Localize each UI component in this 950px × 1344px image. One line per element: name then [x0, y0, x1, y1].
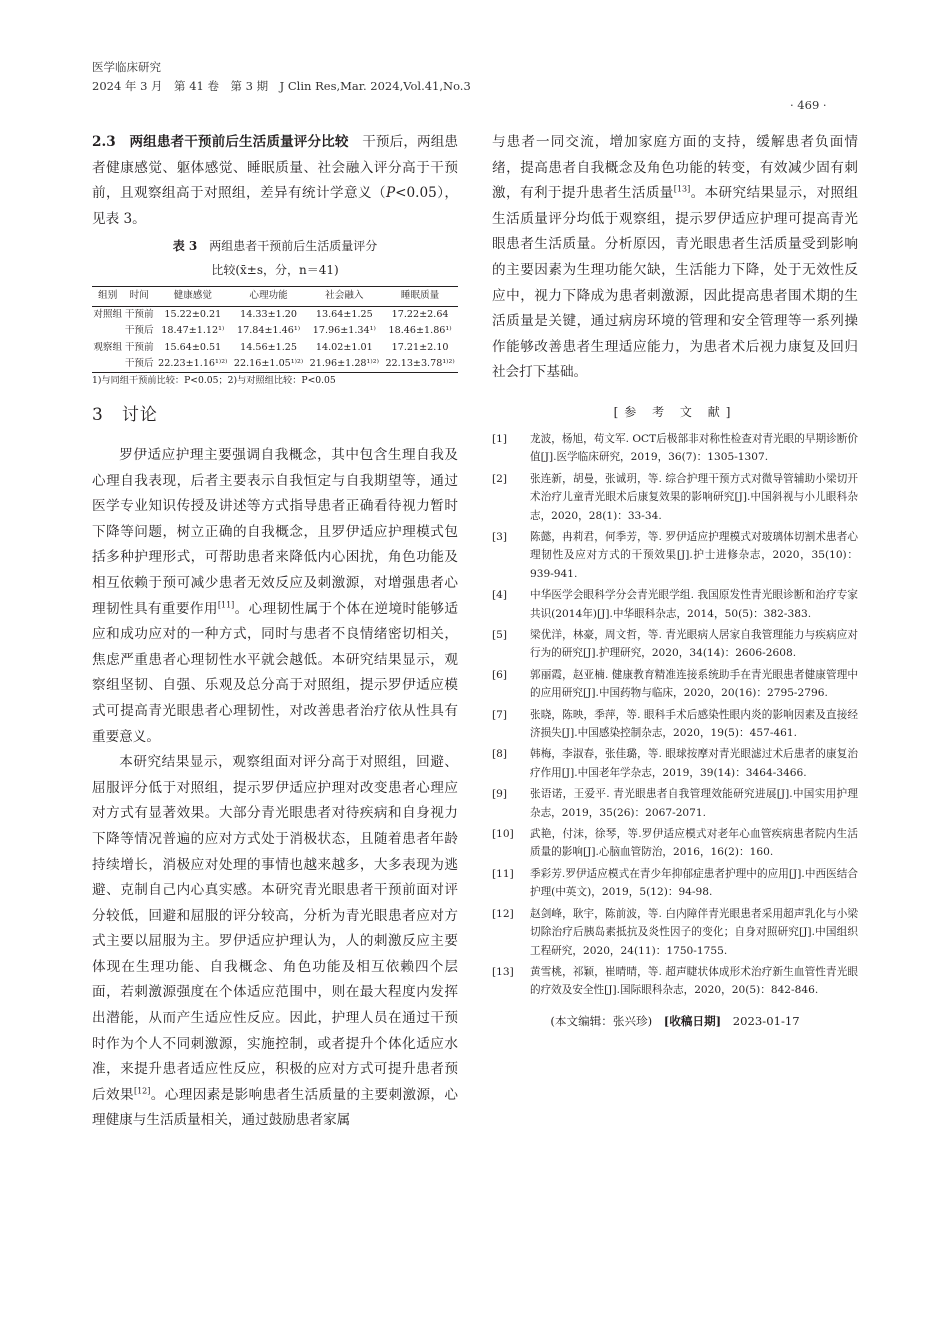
table-row: 对照组 干预前 15.22±0.21 14.33±1.20 13.64±1.25 17.22±2.64 — [93, 308, 449, 320]
table-caption: 表 3 两组患者干预前后生活质量评分 比较(x̄±s，分，n＝41) — [172, 239, 378, 278]
reference-text: 黄雪桃，祁颖，崔晴晴，等. 超声睫状体成形术治疗新生血管性青光眼的疗效及安全性[J].国际眼科杂志，2020，20(5)：842-846. — [530, 965, 858, 997]
section-2-3: 2.3 两组患者干预前后生活质量评分比较 干预后，两组患者健康感觉、躯体感觉、睡眠质量、社会融入评分高于干预前，且观察组高于对照组，差异有统计学意义（P<0.05），见表 3。 — [92, 134, 458, 227]
reference-number: [9] — [492, 788, 508, 801]
reference-number: [12] — [492, 907, 514, 920]
paragraph: 本研究结果显示，观察组面对评分高于对照组，回避、屈服评分低于对照组，提示罗伊适应护理对改变患者心理应对方式有显著效果。大部分青光眼患者对待疾病和自身视力下降等情况普遍的应对方式处于消极状态，且随着患者年龄持续增长，消极应对处理的事情也越来越多，大多表现为逃避、克制自己内心真实感。本研究青光眼患者干预前面对评分较低，回避和屈服的评分较高，分析为青光眼患者应对方式主要以屈服为主。罗伊适应护理认为，人的刺激反应主要体现在生理功能、自我概念、角色功能及相互依赖四个层面，若刺激源强度在个体适应范围中，则在最大程度内发挥出潜能，从而产生适应性反应。因此，护理人员在通过干预时作为个人不同刺激源，实施控制，或者提升个体化适应水准，来提升患者适应性反应，积极的应对方式可提升患者预后效果[12]。心理因素是影响患者生活质量的主要刺激源，心理健康与生活质量相关，通过鼓励患者家属 — [92, 754, 459, 1129]
reference-item — [492, 626, 858, 663]
section-2-3-heading: 2.3 两组患者干预前后生活质量评分比较 — [92, 134, 349, 150]
reference-number: [10] — [492, 828, 514, 841]
reference-text: 龙波，杨旭，苟文军. OCT后极部非对称性检查对青光眼的早期诊断价值[J].医学临床研究，2019，36(7)：1305-1307. — [530, 432, 858, 464]
reference-item — [492, 963, 858, 1000]
reference-text: 中华医学会眼科学分会青光眼学组. 我国原发性青光眼诊断和治疗专家共识(2014年)[J].中华眼科杂志，2014，50(5)：382-383. — [530, 589, 858, 620]
reference-number: [4] — [492, 589, 508, 602]
citation[interactable]: [11] — [217, 600, 235, 610]
reference-text: 陈懿，冉莉君，何季芳，等. 罗伊适应护理模式对玻璃体切割术患者心理韧性及应对方式的干预效果[J].护士进修杂志，2020，35(10)：939-941. — [530, 530, 858, 580]
reference-text: 季彩芳.罗伊适应模式在青少年抑郁症患者护理中的应用[J].中西医结合护理(中英文)，2019，5(12)：94-98. — [530, 867, 858, 899]
reference-number: [1] — [492, 432, 508, 445]
reference-item — [492, 865, 858, 902]
reference-item — [492, 745, 858, 782]
reference-number: [5] — [492, 629, 508, 641]
reference-number: [8] — [492, 748, 508, 761]
reference-item — [492, 706, 858, 743]
right-column — [492, 130, 858, 1030]
reference-number: [11] — [492, 867, 514, 880]
reference-item — [492, 785, 858, 822]
reference-list — [492, 430, 858, 1000]
reference-text: 郭丽霞，赵亚楠. 健康教育精准连接系统助手在青光眼患者健康管理中的应用研究[J].中国药物与临床，2020，20(16)：2795-2796. — [530, 668, 858, 700]
reference-number: [7] — [492, 708, 508, 721]
page-number: · 469 · — [790, 98, 827, 112]
reference-number: [3] — [492, 530, 508, 543]
reference-number: [2] — [492, 472, 508, 485]
table-row: 观察组 干预前 15.64±0.51 14.56±1.25 14.02±1.01 17.21±2.10 — [93, 341, 449, 353]
reference-text: 武艳，付沫，徐琴，等.罗伊适应模式对老年心血管疾病患者院内生活质量的影响[J].心脑血管防治，2016，16(2)：160. — [530, 828, 858, 859]
section-3-heading: 3 讨论 — [92, 405, 158, 426]
table-row: 干预后 22.23±1.16¹⁾²⁾ 22.16±1.05¹⁾²⁾ 21.96±1.28¹⁾²⁾ 22.13±3.78¹⁾²⁾ — [92, 356, 458, 373]
references-heading: [参 考 文 献] — [613, 404, 737, 419]
paragraph: 与患者一同交流，增加家庭方面的支持，缓解患者负面情绪，提高患者自我概念及角色功能的转变，有效减少固有刺激，有利于提升患者生活质量[13]。本研究结果显示，对照组生活质量评分均低于观察组，提示罗伊适应护理可提高青光眼患者生活质量。分析原因，青光眼患者生活质量受到影响的主要因素为生理功能欠缺，生活能力下降，处于无效性反应中，视力下降成为患者刺激源，因此提高患者围术期的生活质量是关键，通过病房环境的管理和安全管理等一系列操作能够改善患者生理适应能力，为患者术后视力康复及回归社会打下基础。 — [492, 134, 858, 381]
footer-note: (本文编辑：张兴珍) [收稿日期] 2023-01-17 — [550, 1013, 800, 1028]
table-3 — [92, 286, 458, 373]
table-header-row: 组别 时间 健康感觉 心理功能 社会融入 睡眠质量 — [92, 287, 458, 306]
reference-item — [492, 666, 858, 703]
reference-text: 赵剑峰，耿宇，陈前波，等. 白内障伴青光眼患者采用超声乳化与小梁切除治疗后胰岛素抵抗及炎性因子的变化；自身对照研究[J].中国组织工程研究，2020，24(11)：1750-1755. — [530, 907, 858, 957]
reference-text: 韩梅，李淑春，张佳璐，等. 眼球按摩对青光眼滤过术后患者的康复治疗作用[J].中国老年学杂志，2019，39(14)：3464-3466. — [530, 748, 858, 779]
reference-text: 张连新，胡曼，张诚玥，等. 综合护理干预方式对微导管辅助小梁切开术治疗儿童青光眼术后康复效果的影响研究[J].中国斜视与小儿眼科杂志，2020，28(1)：33-34. — [530, 472, 858, 522]
table-row: 干预后 18.47±1.12¹⁾ 17.84±1.46¹⁾ 17.96±1.34¹⁾ 18.46±1.86¹⁾ — [124, 325, 452, 337]
citation[interactable]: [12] — [133, 1086, 151, 1096]
citation[interactable]: [13] — [673, 184, 691, 194]
reference-item — [492, 586, 858, 623]
reference-text: 张晓，陈映，季萍，等. 眼科手术后感染性眼内炎的影响因素及直接经济损失[J].中国感染控制杂志，2020，19(5)：457-461. — [530, 708, 858, 740]
running-header — [92, 58, 471, 96]
reference-item — [492, 528, 858, 583]
reference-item — [492, 470, 858, 525]
reference-item — [492, 430, 858, 467]
reference-item — [492, 905, 858, 960]
paragraph: 罗伊适应护理主要强调自我概念，其中包含生理自我及心理自我表现，后者主要表示自我恒定与自我期望等，通过医学专业知识传授及讲述等方式指导患者正确看待视力暂时下降等问题，树立正确的自我概念，且罗伊适应护理模式包括多种护理形式，可帮助患者来降低内心困扰，角色功能及相互依赖于预可减少患者无效反应及刺激源，对增强患者心理韧性具有重要作用[11]。心理韧性属于个体在逆境时能够适应和成功应对的一种方式，同时与患者不良情绪密切相关，焦虑严重患者心理韧性水平就会越低。本研究结果显示，观察组坚韧、自强、乐观及总分高于对照组，提示罗伊适应模式可提高青光眼患者心理韧性，对改善患者治疗依从性具有重要意义。 — [92, 447, 459, 745]
left-column — [92, 130, 458, 1134]
reference-text: 梁优洋，林豪，周文哲，等. 青光眼病人居家自我管理能力与疾病应对行为的研究[J].护理研究，2020，34(14)：2606-2608. — [530, 629, 858, 660]
table-note: 1)与同组干预前比较：P<0.05；2)与对照组比较：P<0.05 — [92, 375, 336, 387]
reference-number: [6] — [492, 668, 508, 681]
reference-number: [13] — [492, 965, 514, 978]
reference-item — [492, 825, 858, 862]
issue-info: 2024 年 3 月 第 41 卷 第 3 期 J Clin Res,Mar. 2024,Vol.41,No.3 — [92, 79, 471, 93]
reference-text: 张语诺，王爱平. 青光眼患者自我管理效能研究进展[J].中国实用护理杂志，2019，35(26)：2067-2071. — [530, 788, 858, 819]
journal-name: 医学临床研究 — [92, 60, 161, 74]
